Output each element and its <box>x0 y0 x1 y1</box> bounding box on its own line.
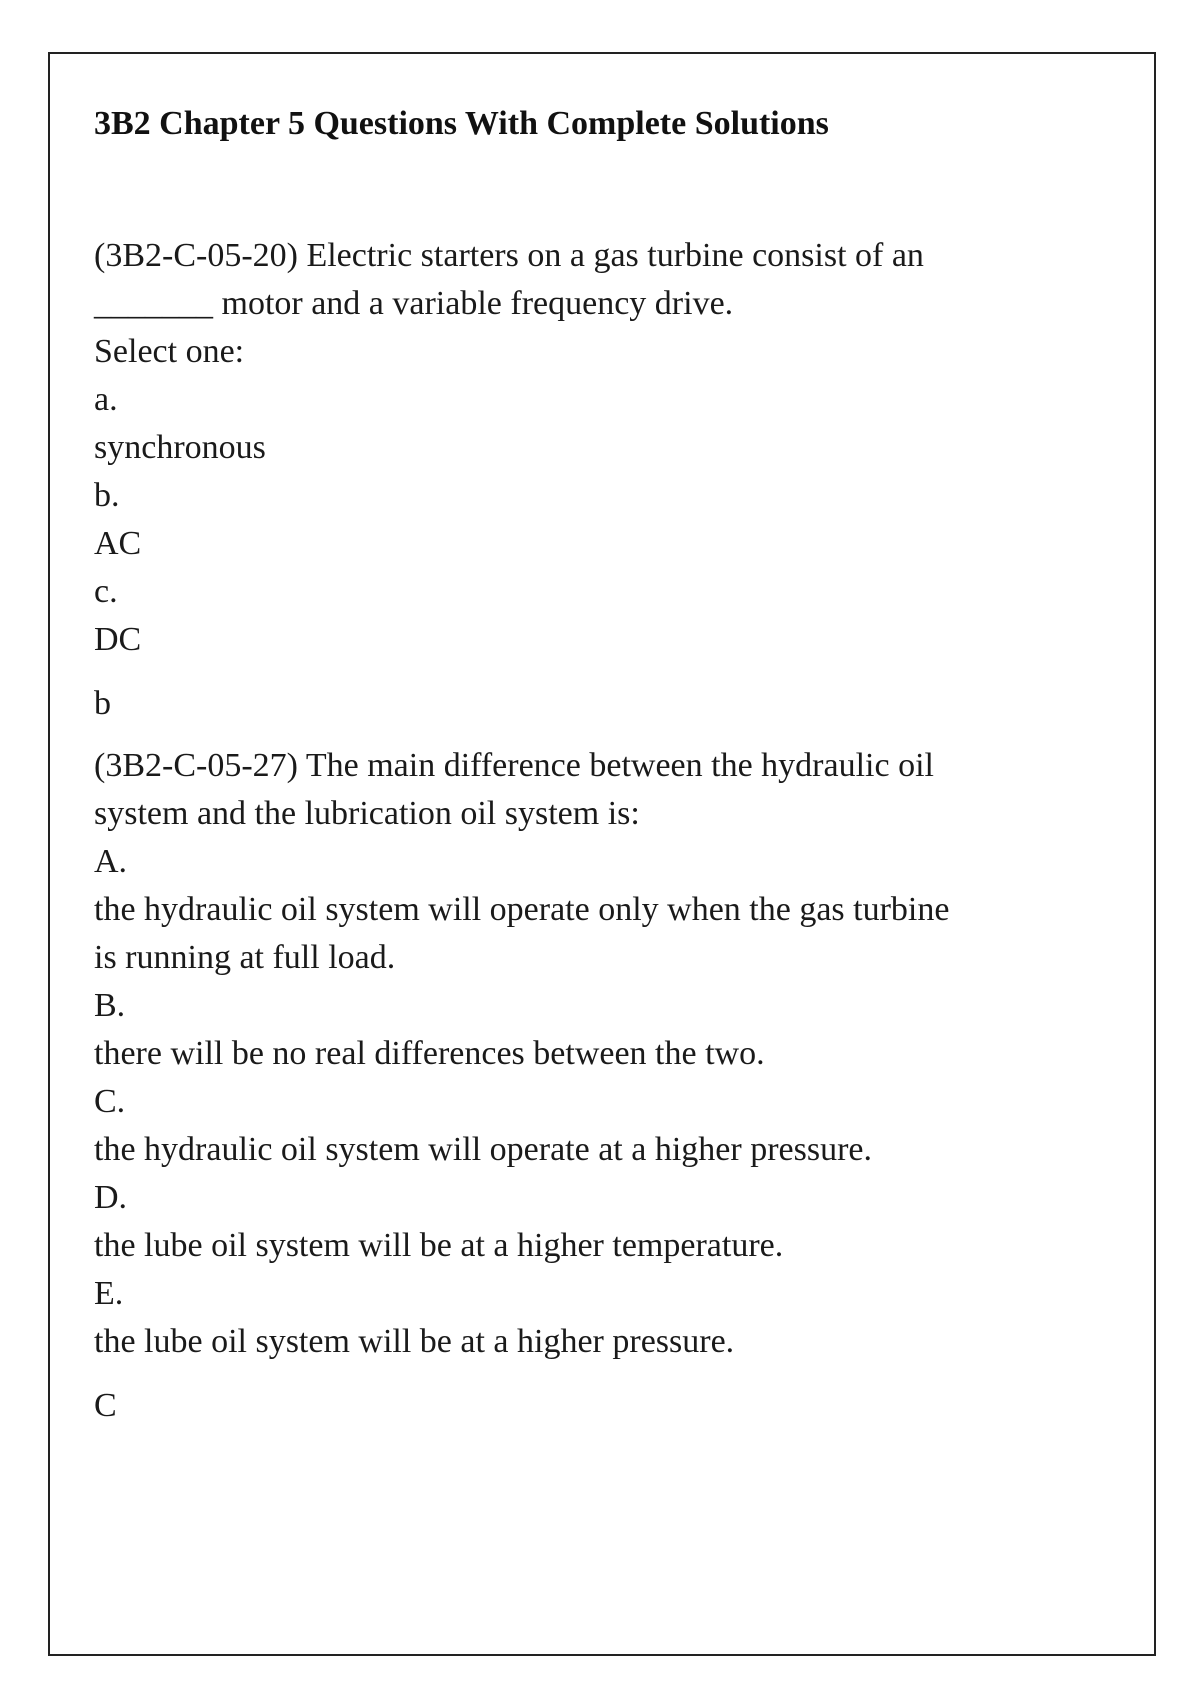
question-1-option-a-letter: a. <box>94 381 118 418</box>
question-2-option-a-text-line-1: the hydraulic oil system will operate only when the gas turbine <box>94 891 950 928</box>
question-1-instruction: Select one: <box>94 333 245 370</box>
document-content <box>94 100 1034 1430</box>
question-2 <box>94 742 1034 1430</box>
question-2-option-e-letter: E. <box>94 1275 124 1312</box>
question-1-option-b-text: AC <box>94 525 142 562</box>
question-2-option-e-text: the lube oil system will be at a higher pressure. <box>94 1323 735 1360</box>
question-2-answer: C <box>94 1387 117 1424</box>
question-1-option-b-letter: b. <box>94 477 120 514</box>
question-2-option-d-text: the lube oil system will be at a higher temperature. <box>94 1227 784 1264</box>
question-2-stem-line-2: system and the lubrication oil system is: <box>94 795 640 832</box>
question-1-stem-line-1: (3B2-C-05-20) Electric starters on a gas turbine consist of an <box>94 237 924 274</box>
question-2-stem-line-1: (3B2-C-05-27) The main difference between the hydraulic oil <box>94 747 934 784</box>
question-2-option-b-text: there will be no real differences between the two. <box>94 1035 765 1072</box>
question-1-stem-line-2: _______ motor and a variable frequency drive. <box>94 285 734 322</box>
question-2-option-d-letter: D. <box>94 1179 128 1216</box>
question-2-option-b-letter: B. <box>94 987 126 1024</box>
question-1 <box>94 232 1034 728</box>
document-title: 3B2 Chapter 5 Questions With Complete Solutions <box>94 105 829 142</box>
question-2-option-a-letter: A. <box>94 843 128 880</box>
question-2-option-c-letter: C. <box>94 1083 126 1120</box>
question-1-option-c-letter: c. <box>94 573 118 610</box>
question-2-option-c-text: the hydraulic oil system will operate at a higher pressure. <box>94 1131 872 1168</box>
question-1-option-c-text: DC <box>94 621 142 658</box>
question-1-option-a-text: synchronous <box>94 429 266 466</box>
question-1-answer: b <box>94 685 111 722</box>
question-2-option-a-text-line-2: is running at full load. <box>94 939 396 976</box>
